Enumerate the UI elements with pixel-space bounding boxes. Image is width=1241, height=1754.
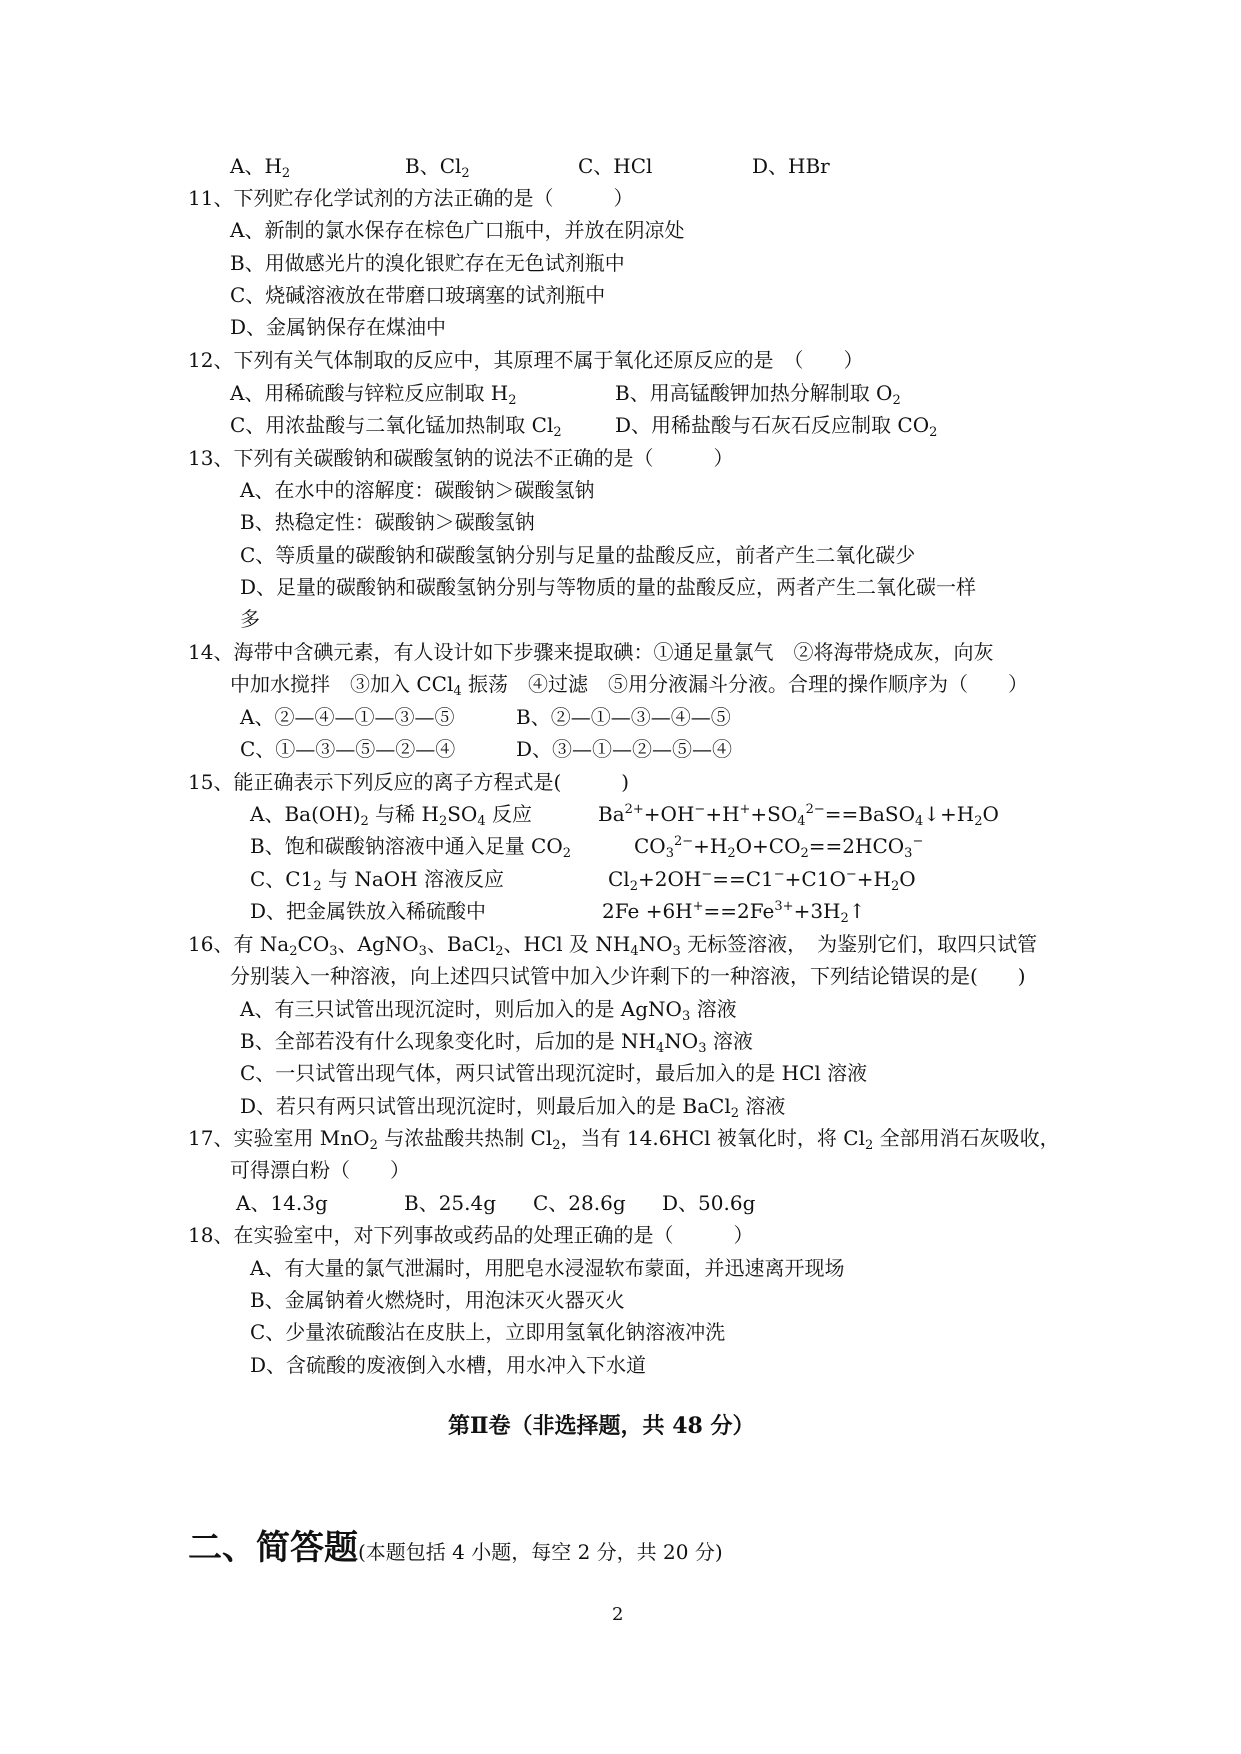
- q12-option-b: B、用高锰酸钾加热分解制取 $O_2$: [615, 381, 901, 408]
- q10-option-a: A、$H_2$: [230, 154, 291, 181]
- q12-stem: 12、下列有关气体制取的反应中，其原理不属于氧化还原反应的是 （ ）: [188, 348, 864, 372]
- q10-option-c: C、HCl: [578, 154, 653, 178]
- q11-stem: 11、下列贮存化学试剂的方法正确的是（ ）: [188, 186, 634, 210]
- q13-stem: 13、下列有关碳酸钠和碳酸氢钠的说法不正确的是（ ）: [188, 446, 734, 470]
- q15-option-b-text: B、饱和碳酸钠溶液中通入足量 $CO_2$: [250, 834, 572, 861]
- q18-option-a: A、有大量的氯气泄漏时，用肥皂水浸湿软布蒙面，并迅速离开现场: [250, 1256, 845, 1280]
- q16-stem-line1: 16、有 $Na_2CO_3$、AgNO$_3$、BaCl$_2$、HCl 及 $NH_4NO_3$ 无标签溶液， 为鉴别它们，取四只试管: [188, 932, 1038, 959]
- q17-option-a: A、14.3g: [236, 1191, 328, 1215]
- q15-option-a-text: A、$Ba(OH)_2$ 与稀 $H_2SO_4$ 反应: [250, 802, 532, 829]
- q12-option-c: C、用浓盐酸与二氧化锰加热制取 $Cl_2$: [230, 413, 562, 440]
- q17-option-d: D、50.6g: [662, 1191, 756, 1215]
- q16-stem-line2: 分别装入一种溶液，向上述四只试管中加入少许剩下的一种溶液，下列结论错误的是( ): [230, 964, 1026, 988]
- q14-option-a: A、②—④—①—③—⑤: [240, 705, 455, 729]
- section-two-note: (本题包括 4 小题，每空 2 分，共 20 分): [358, 1540, 723, 1564]
- q15-option-c-text: C、$C1_2$ 与 NaOH 溶液反应: [250, 867, 504, 894]
- q17-option-b: B、25.4g: [404, 1191, 497, 1215]
- q16-option-c: C、一只试管出现气体，两只试管出现沉淀时，最后加入的是 HCl 溶液: [240, 1061, 868, 1085]
- section-two-heading-label: 二、简答题: [188, 1528, 358, 1568]
- q18-stem: 18、在实验室中，对下列事故或药品的处理正确的是（ ）: [188, 1223, 754, 1247]
- part-two-title: 第Ⅱ卷（非选择题，共 48 分）: [448, 1413, 755, 1439]
- q18-option-b: B、金属钠着火燃烧时，用泡沫灭火器灭火: [250, 1288, 625, 1312]
- q16-option-b: B、全部若没有什么现象变化时，后加的是 $NH_4NO_3$ 溶液: [240, 1029, 753, 1056]
- q12-option-a: A、用稀硫酸与锌粒反应制取 $H_2$: [230, 381, 517, 408]
- q11-option-a: A、新制的氯水保存在棕色广口瓶中，并放在阴凉处: [230, 218, 685, 242]
- q13-option-c: C、等质量的碳酸钠和碳酸氢钠分别与足量的盐酸反应，前者产生二氧化碳少: [240, 543, 916, 567]
- q18-option-c: C、少量浓硫酸沾在皮肤上，立即用氢氧化钠溶液冲洗: [250, 1320, 726, 1344]
- q15-option-b-equation: $CO_3^{2-}+H_2O+CO_2==2HCO_3^-$: [634, 834, 924, 861]
- q13-option-d-line2: 多: [240, 607, 260, 631]
- q14-stem-line1: 14、海带中含碘元素，有人设计如下步骤来提取碘：①通足量氯气 ②将海带烧成灰，向灰: [188, 640, 994, 664]
- q10-option-b: B、$Cl_2$: [405, 154, 470, 181]
- q17-stem-line1: 17、实验室用 MnO$_2$ 与浓盐酸共热制 $Cl_2$，当有 14.6HCl 被氧化时，将 $Cl_2$ 全部用消石灰吸收，: [188, 1126, 1060, 1153]
- q14-option-c: C、①—③—⑤—②—④: [240, 737, 456, 761]
- q15-option-c-equation: $Cl_2+2OH^-==C1^-+C1O^-+H_2O$: [608, 867, 916, 894]
- q12-option-d: D、用稀盐酸与石灰石反应制取 $CO_2$: [615, 413, 938, 440]
- q15-option-a-equation: $Ba^{2+}+OH^-+H^++SO_4^{2-}==BaSO_4↓+H_2O$: [598, 802, 999, 829]
- q15-stem: 15、能正确表示下列反应的离子方程式是( ): [188, 770, 630, 794]
- q15-option-d-equation: $2Fe +6H^+==2Fe^{3+}+3H_2↑$: [602, 899, 866, 926]
- q18-option-d: D、含硫酸的废液倒入水槽，用水冲入下水道: [250, 1353, 647, 1377]
- q13-option-b: B、热稳定性：碳酸钠＞碳酸氢钠: [240, 510, 535, 534]
- q17-stem-line2: 可得漂白粉（ ）: [230, 1158, 410, 1182]
- page-number: 2: [612, 1604, 624, 1625]
- q16-option-d: D、若只有两只试管出现沉淀时，则最后加入的是 BaCl$_2$ 溶液: [240, 1094, 786, 1121]
- q13-option-a: A、在水中的溶解度：碳酸钠＞碳酸氢钠: [240, 478, 595, 502]
- q15-option-d-text: D、把金属铁放入稀硫酸中: [250, 899, 487, 923]
- q11-option-b: B、用做感光片的溴化银贮存在无色试剂瓶中: [230, 251, 625, 275]
- q13-option-d-line1: D、足量的碳酸钠和碳酸氢钠分别与等物质的量的盐酸反应，两者产生二氧化碳一样: [240, 575, 977, 599]
- q11-option-d: D、金属钠保存在煤油中: [230, 315, 447, 339]
- q14-option-b: B、②—①—③—④—⑤: [516, 705, 731, 729]
- q17-option-c: C、28.6g: [533, 1191, 626, 1215]
- section-two-heading: [188, 1528, 723, 1572]
- q10-option-d: D、HBr: [752, 154, 830, 178]
- q16-option-a: A、有三只试管出现沉淀时，则后加入的是 AgNO$_3$ 溶液: [240, 997, 737, 1024]
- q11-option-c: C、烧碱溶液放在带磨口玻璃塞的试剂瓶中: [230, 283, 606, 307]
- q14-option-d: D、③—①—②—⑤—④: [516, 737, 733, 761]
- q14-stem-line2: 中加水搅拌 ③加入 CCl$_4$ 振荡 ④过滤 ⑤用分液漏斗分液。合理的操作顺序为（ ）: [230, 672, 1028, 699]
